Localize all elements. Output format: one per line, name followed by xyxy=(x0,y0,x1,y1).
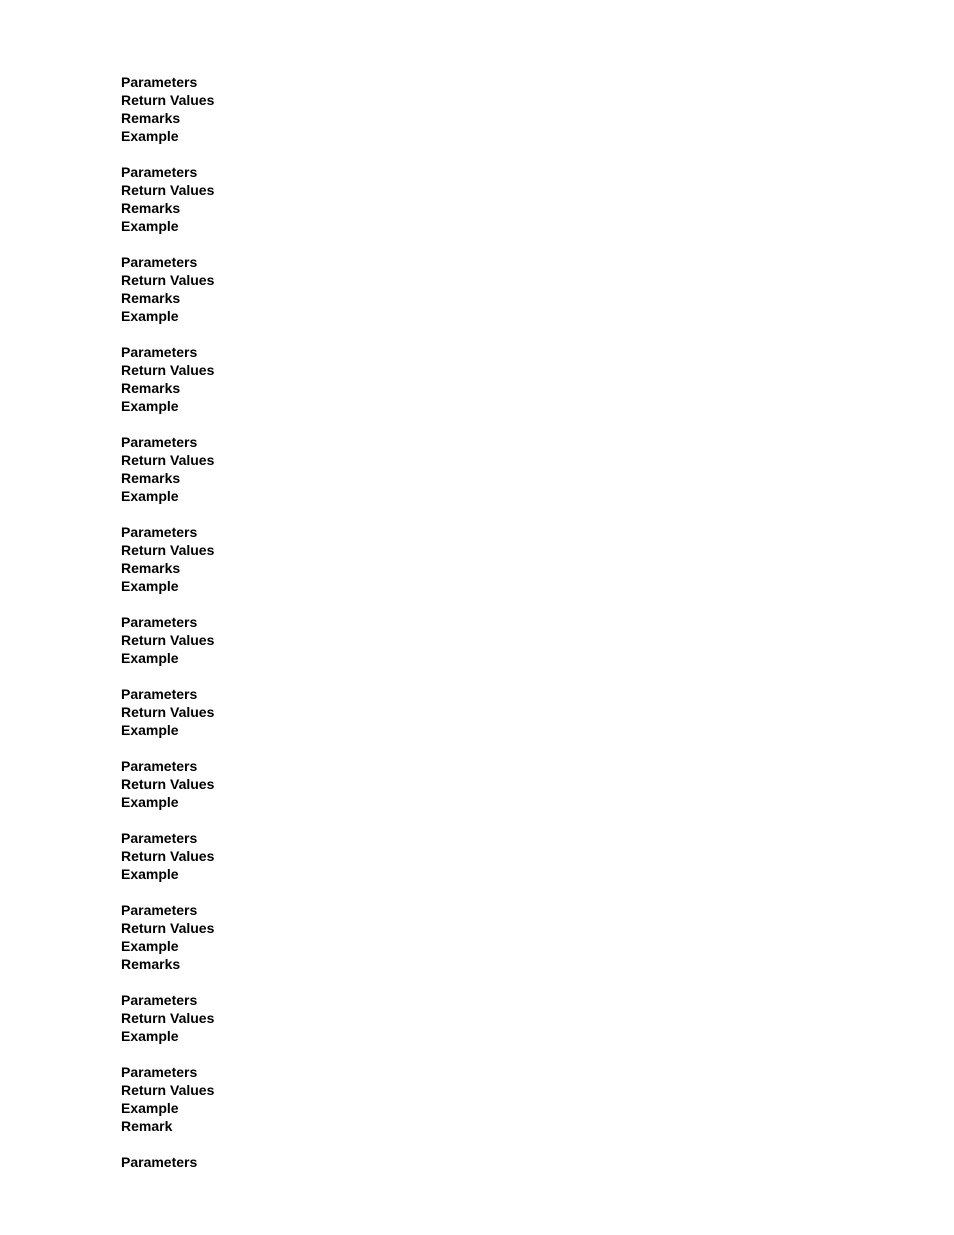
section-link[interactable]: Parameters xyxy=(121,614,198,630)
section-link[interactable]: Example xyxy=(121,866,179,882)
section-link-group xyxy=(121,343,821,415)
section-link[interactable]: Parameters xyxy=(121,1064,198,1080)
section-link-group xyxy=(121,73,821,145)
section-link[interactable]: Return Values xyxy=(121,92,215,108)
section-link[interactable]: Parameters xyxy=(121,758,198,774)
section-link[interactable]: Example xyxy=(121,938,179,954)
section-link[interactable]: Parameters xyxy=(121,74,198,90)
section-link[interactable]: Remarks xyxy=(121,470,181,486)
section-link[interactable]: Return Values xyxy=(121,452,215,468)
section-link[interactable]: Return Values xyxy=(121,182,215,198)
section-link[interactable]: Example xyxy=(121,794,179,810)
section-link[interactable]: Return Values xyxy=(121,848,215,864)
section-link[interactable]: Example xyxy=(121,1028,179,1044)
section-link-group xyxy=(121,685,821,739)
section-link[interactable]: Example xyxy=(121,308,179,324)
section-link[interactable]: Parameters xyxy=(121,830,198,846)
section-link-group xyxy=(121,829,821,883)
section-link[interactable]: Return Values xyxy=(121,542,215,558)
section-link[interactable]: Parameters xyxy=(121,524,198,540)
section-link[interactable]: Return Values xyxy=(121,920,215,936)
section-link[interactable]: Return Values xyxy=(121,632,215,648)
section-link[interactable]: Return Values xyxy=(121,362,215,378)
section-link[interactable]: Parameters xyxy=(121,686,198,702)
section-link[interactable]: Example xyxy=(121,650,179,666)
section-link-group xyxy=(121,1063,821,1135)
section-link[interactable]: Remarks xyxy=(121,200,181,216)
section-link-group xyxy=(121,163,821,235)
section-link-group xyxy=(121,757,821,811)
section-link-group xyxy=(121,253,821,325)
section-link[interactable]: Parameters xyxy=(121,902,198,918)
section-link[interactable]: Remarks xyxy=(121,110,181,126)
section-link[interactable]: Parameters xyxy=(121,1154,198,1170)
section-link[interactable]: Return Values xyxy=(121,1082,215,1098)
document-page xyxy=(121,73,821,1189)
section-link-group xyxy=(121,901,821,973)
section-link[interactable]: Example xyxy=(121,398,179,414)
section-link[interactable]: Example xyxy=(121,488,179,504)
section-link[interactable]: Remarks xyxy=(121,380,181,396)
section-link[interactable]: Parameters xyxy=(121,992,198,1008)
section-link[interactable]: Return Values xyxy=(121,272,215,288)
section-link[interactable]: Parameters xyxy=(121,254,198,270)
section-link[interactable]: Example xyxy=(121,128,179,144)
section-link[interactable]: Example xyxy=(121,1100,179,1116)
section-link-group xyxy=(121,991,821,1045)
section-link[interactable]: Remark xyxy=(121,1118,173,1134)
section-link[interactable]: Example xyxy=(121,578,179,594)
section-link-group xyxy=(121,1153,821,1171)
section-link[interactable]: Parameters xyxy=(121,434,198,450)
section-link[interactable]: Remarks xyxy=(121,560,181,576)
section-link[interactable]: Example xyxy=(121,722,179,738)
section-link[interactable]: Example xyxy=(121,218,179,234)
section-link[interactable]: Return Values xyxy=(121,1010,215,1026)
section-link[interactable]: Return Values xyxy=(121,704,215,720)
section-link[interactable]: Return Values xyxy=(121,776,215,792)
section-link[interactable]: Remarks xyxy=(121,956,181,972)
section-link-group xyxy=(121,523,821,595)
section-link-group xyxy=(121,433,821,505)
section-link[interactable]: Remarks xyxy=(121,290,181,306)
section-link-group xyxy=(121,613,821,667)
section-link[interactable]: Parameters xyxy=(121,344,198,360)
section-link[interactable]: Parameters xyxy=(121,164,198,180)
